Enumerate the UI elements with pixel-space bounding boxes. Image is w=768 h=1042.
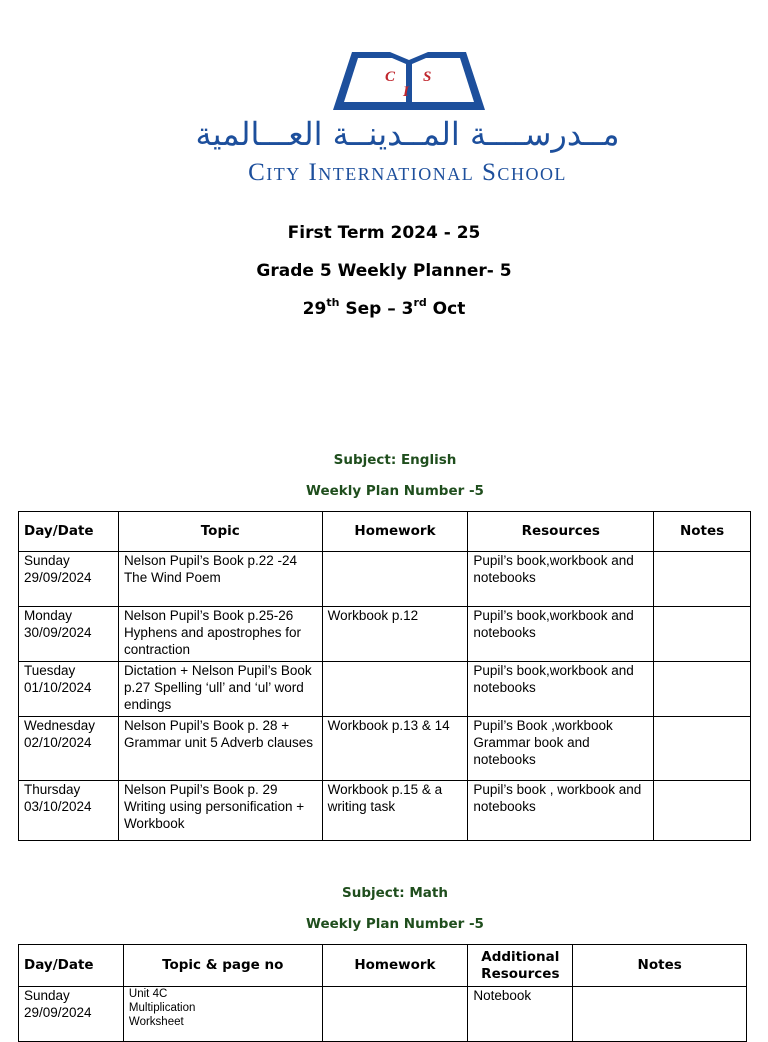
topic-line: Worksheet <box>128 1016 184 1028</box>
date-end: Oct <box>426 299 466 319</box>
homework-cell <box>322 987 468 1042</box>
column-header: Homework <box>322 945 468 987</box>
english-plan-number: Weekly Plan Number -5 <box>306 483 484 499</box>
notes-cell <box>573 987 747 1042</box>
school-name-english: City International School <box>248 159 567 186</box>
topic-line: Multiplication <box>128 1002 196 1014</box>
english-plan-table <box>18 511 751 841</box>
day-date-cell <box>19 717 119 781</box>
date-label: 03/10/2024 <box>24 799 92 814</box>
book-letter-c: C <box>385 69 396 85</box>
topic-cell: Nelson Pupil’s Book p.22 -24 The Wind Poem <box>118 552 322 607</box>
date-start-suffix: th <box>326 296 340 310</box>
day-label: Tuesday <box>24 663 76 678</box>
topic-cell: Nelson Pupil’s Book p.25-26 Hyphens and apostrophes for contraction <box>118 607 322 662</box>
day-label: Sunday <box>24 553 70 568</box>
day-date-cell <box>19 987 124 1042</box>
day-date-cell <box>19 552 119 607</box>
table-row <box>19 717 751 781</box>
homework-cell: Workbook p.13 & 14 <box>322 717 468 781</box>
resources-cell: Pupil’s book,workbook and notebooks <box>468 607 654 662</box>
school-name-arabic: مــدرســــة المــدينــة العـــالمية <box>195 115 620 153</box>
column-header: Notes <box>573 945 747 987</box>
date-label: 29/09/2024 <box>24 1005 92 1020</box>
topic-cell: Nelson Pupil’s Book p. 28 + Grammar unit 5 Adverb clauses <box>118 717 322 781</box>
day-label: Thursday <box>24 782 81 797</box>
column-header: Homework <box>322 512 468 552</box>
english-subject-label: Subject: English <box>333 452 457 468</box>
math-plan-table <box>18 944 747 1042</box>
notes-cell <box>654 781 751 841</box>
table-header-row <box>19 512 751 552</box>
math-plan-number: Weekly Plan Number -5 <box>306 916 484 932</box>
notes-cell <box>654 552 751 607</box>
resources-cell: Pupil’s book,workbook and notebooks <box>468 552 654 607</box>
week-dates <box>0 298 768 320</box>
resources-cell: Pupil’s book,workbook and notebooks <box>468 662 654 717</box>
homework-cell <box>322 552 468 607</box>
open-book-icon <box>330 48 488 112</box>
column-header: Additional Resources <box>468 945 573 987</box>
school-logo <box>0 40 768 200</box>
column-header: Resources <box>468 512 654 552</box>
notes-cell <box>654 662 751 717</box>
day-date-cell <box>19 662 119 717</box>
topic-cell: Dictation + Nelson Pupil’s Book p.27 Spelling ‘ull’ and ‘ul’ word endings <box>118 662 322 717</box>
table-row <box>19 987 747 1042</box>
column-header: Topic <box>118 512 322 552</box>
topic-line: Unit 4C <box>128 988 168 1000</box>
topic-cell <box>123 987 322 1042</box>
date-end-suffix: rd <box>413 296 427 310</box>
date-label: 29/09/2024 <box>24 570 92 585</box>
homework-cell <box>322 662 468 717</box>
column-header: Notes <box>654 512 751 552</box>
date-label: 02/10/2024 <box>24 735 92 750</box>
math-subject-label: Subject: Math <box>342 885 448 901</box>
book-letter-i: I <box>403 84 409 100</box>
homework-cell: Workbook p.15 & a writing task <box>322 781 468 841</box>
day-date-cell <box>19 607 119 662</box>
column-header: Day/Date <box>19 512 119 552</box>
table-header-row <box>19 945 747 987</box>
column-header: Day/Date <box>19 945 124 987</box>
homework-cell: Workbook p.12 <box>322 607 468 662</box>
resources-cell: Notebook <box>468 987 573 1042</box>
date-label: 01/10/2024 <box>24 680 92 695</box>
date-middle: Sep – 3 <box>339 299 414 319</box>
term-title: First Term 2024 - 25 <box>287 223 481 243</box>
resources-cell: Pupil’s book , workbook and notebooks <box>468 781 654 841</box>
table-row <box>19 607 751 662</box>
date-start-day: 29 <box>302 299 327 319</box>
column-header: Topic & page no <box>123 945 322 987</box>
notes-cell <box>654 607 751 662</box>
day-date-cell <box>19 781 119 841</box>
book-letter-s: S <box>423 69 432 85</box>
table-row <box>19 552 751 607</box>
topic-cell: Nelson Pupil’s Book p. 29 Writing using personification + Workbook <box>118 781 322 841</box>
day-label: Monday <box>24 608 73 623</box>
planner-title: Grade 5 Weekly Planner- 5 <box>256 261 512 281</box>
notes-cell <box>654 717 751 781</box>
date-label: 30/09/2024 <box>24 625 92 640</box>
table-row <box>19 662 751 717</box>
day-label: Wednesday <box>24 718 96 733</box>
table-row <box>19 781 751 841</box>
day-label: Sunday <box>24 988 70 1003</box>
resources-cell: Pupil’s Book ,workbook Grammar book and notebooks <box>468 717 654 781</box>
